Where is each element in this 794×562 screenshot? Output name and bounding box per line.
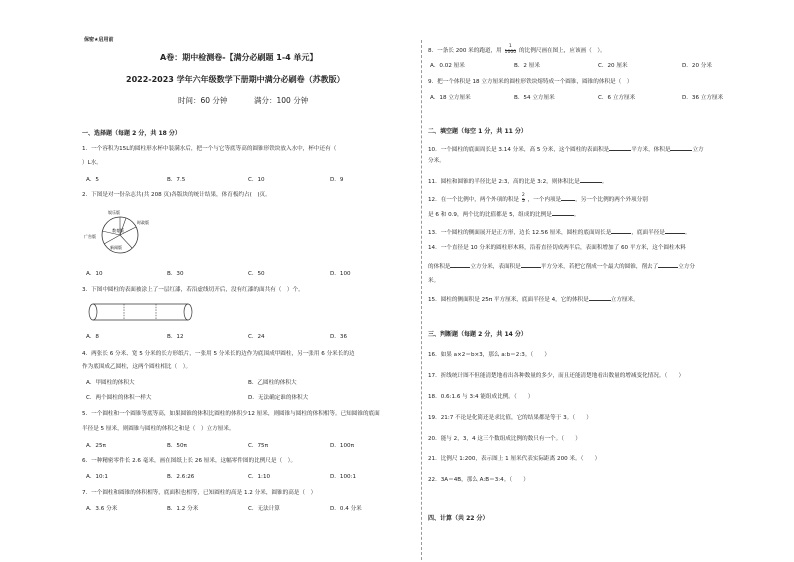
- question-12-text: 是 6 和 0.9，两个比的比值都是 5，组成的比例是: [428, 212, 552, 218]
- question-12: [428, 194, 648, 205]
- question-3-option-b: B．12: [167, 334, 184, 340]
- question-13-text: ，底面半径是: [631, 230, 665, 236]
- secret-mark: 保密★启用前: [84, 37, 114, 43]
- fraction: [505, 45, 517, 56]
- pie-label: 娱乐版: [108, 210, 120, 215]
- answer-blank[interactable]: [665, 228, 685, 234]
- question-14-line1: 14．一个直径是 10 分米的圆柱形木料，沿着直径切成两半后，表面积增加了 60 平方米，这个圆柱木料: [428, 245, 686, 251]
- question-6-option-a: A．10:1: [86, 474, 108, 480]
- question-5-line2: 半径是 5 厘米，则圆锥与圆柱的体积之和是（ ）立方厘米。: [82, 426, 235, 432]
- question-5-option-b: B．50π: [167, 443, 187, 449]
- question-14-text: 的体积是: [428, 264, 451, 270]
- answer-blank[interactable]: [561, 195, 575, 201]
- question-4-line2: 作为底围成乙圆柱，这两个圆柱相比（ ）。: [82, 364, 192, 370]
- cylinder-figure: [88, 302, 198, 322]
- question-10: [428, 145, 704, 154]
- section-title-choice: 一、选择题（每题 2 分，共 18 分）: [82, 130, 181, 137]
- answer-blank[interactable]: [552, 210, 574, 216]
- question-21: 21．比例尺 1:200，表示图上 1 厘米代表实际距离 200 米。（ ）: [428, 456, 601, 462]
- question-15-text: 立方厘米。: [610, 297, 639, 303]
- question-17: 17．折线统计图不但能清楚地看出各种数量的多少，而且还能清楚地看出数量的增减变化情况。（ ）: [428, 373, 685, 379]
- cylinder-end: [184, 304, 192, 320]
- answer-blank[interactable]: [611, 228, 631, 234]
- question-9-option-d: D．36 立方厘米: [682, 95, 724, 101]
- question-12-text: ，另一个比例的两个外项分别: [575, 196, 648, 203]
- question-14-line3: 米。: [428, 278, 440, 284]
- fraction: [522, 194, 525, 205]
- question-1-option-b: B．7.5: [167, 177, 186, 183]
- section-title-fill: 二、填空题（每空 1 分，共 11 分）: [428, 128, 527, 135]
- question-22: 22．3A＝4B，那么 A:B＝3:4。（ ）: [428, 477, 529, 483]
- question-8-option-c: C．20 厘米: [598, 63, 628, 69]
- question-6-option-d: D．100:1: [330, 474, 357, 480]
- question-14-text: 平方分米，若把它削成一个最大的圆锥，削去了: [540, 264, 659, 270]
- answer-blank[interactable]: [450, 262, 470, 268]
- answer-blank[interactable]: [580, 177, 602, 183]
- question-13: [428, 228, 691, 237]
- question-3-option-d: D．36: [330, 334, 348, 340]
- question-12-text: 。: [573, 212, 580, 218]
- answer-blank[interactable]: [609, 145, 631, 151]
- question-14-text: 立方分米，表面积是: [470, 264, 521, 270]
- exam-time: 时间：60 分钟: [178, 96, 228, 105]
- fraction-denominator: 5: [521, 199, 525, 205]
- exam-subtitle: 2022-2023 学年六年级数学下册期中满分必刷卷（苏教版）: [126, 75, 345, 84]
- question-7-option-b: B．1.2 分米: [167, 506, 199, 512]
- question-2-option-a: A．10: [86, 271, 103, 277]
- question-10-line2: 分米。: [428, 158, 445, 164]
- question-4-option-b: B．乙圆柱的体积大: [248, 380, 297, 386]
- question-18: 18．0.6:1.6 与 3:4 能组成比例。（ ）: [428, 394, 534, 400]
- question-11-text: 。: [601, 179, 608, 185]
- question-6-option-c: C．1:10: [248, 474, 271, 480]
- question-2-option-c: C．50: [248, 271, 265, 277]
- pie-label: 时政版: [137, 220, 149, 225]
- question-14-text: 立方分: [678, 264, 696, 270]
- question-2-option-b: B．30: [167, 271, 184, 277]
- section-title-judge: 三、判断题（每题 2 分，共 14 分）: [428, 331, 527, 338]
- answer-blank[interactable]: [521, 262, 541, 268]
- question-12-text: 12．在一个比例中，两个外项的积是: [428, 196, 520, 203]
- question-5-option-a: A．25π: [86, 443, 106, 449]
- question-10-text: 平方米，体积是: [631, 147, 671, 153]
- section-title-calc: 四、计算（共 22 分）: [428, 515, 489, 522]
- pie-label: 广告版: [84, 234, 96, 239]
- question-13-text: 13．一个圆柱的侧面展开是正方形，边长 12.56 厘米，圆柱的底面周长是: [428, 230, 612, 236]
- question-4-option-a: A．甲圆柱的体积大: [86, 380, 135, 386]
- question-9-option-b: B．54 立方厘米: [514, 95, 555, 101]
- question-7-option-d: D．0.4 分米: [330, 506, 362, 512]
- question-1-option-c: C．10: [248, 177, 265, 183]
- question-8-text: 8．一条长 200 米的跑道，用: [428, 47, 502, 54]
- question-11-text: 11．圆柱和圆锥的半径比是 2:3，高的比是 3:2，则体积比是: [428, 179, 580, 185]
- question-5-option-d: D．100π: [330, 443, 354, 449]
- question-3: 3．下图中圆柱的表面被涂上了一层红漆，若沿虚线切开后，没有红漆的面共有（ ）个。: [82, 287, 304, 293]
- question-20: 20．能与 2，3，4 这三个数组成比例的数只有一个。（ ）: [428, 436, 581, 442]
- pie-divider: [104, 235, 120, 244]
- question-9-option-a: A．18 立方厘米: [430, 95, 471, 101]
- question-13-text: 。: [684, 230, 691, 236]
- question-5-line1: 5．一个圆柱和一个圆锥等底等高，如果圆锥的体积比圆柱的体积少12 厘米，则圆锥与圆柱的体积相等。已知圆锥的底面: [82, 411, 380, 417]
- question-8: [428, 45, 606, 56]
- question-6-option-b: B．2.6:26: [167, 474, 195, 480]
- answer-blank[interactable]: [658, 262, 678, 268]
- question-6: 6．一种精密零件长 2.6 毫米，画在图纸上长 26 厘米，这幅零件图的比例尺是（ ）。: [82, 458, 297, 464]
- question-7-option-c: C．无法计算: [248, 506, 280, 512]
- question-8-option-d: D．20 分米: [682, 63, 712, 69]
- question-7-option-a: A．3.6 分米: [86, 506, 118, 512]
- question-8-text-end: 的比例尺画在图上，应该画（ ）。: [519, 47, 606, 54]
- question-3-option-a: A．8: [86, 334, 99, 340]
- question-10-text: 10．一个圆柱的底面周长是 3.14 分米，高 5 分米，这个圆柱的表面积是: [428, 147, 610, 153]
- pie-chart: [84, 205, 150, 260]
- question-15: [428, 295, 639, 304]
- question-1-line1: 1．一个容积为15L的圆柱形水杯中装满水后，把一个与它等底等高的圆锥形铁块放入水中，杯中还有（: [82, 146, 337, 152]
- answer-blank[interactable]: [670, 145, 692, 151]
- question-9-option-c: C．6 立方厘米: [598, 95, 636, 101]
- question-5-option-c: C．75π: [248, 443, 268, 449]
- question-1-option-d: D．9: [330, 177, 344, 183]
- question-12-text: ，一个内项是: [527, 196, 562, 203]
- cylinder-end: [89, 304, 97, 320]
- exam-score: 满分：100 分钟: [254, 96, 309, 105]
- question-12-line2: [428, 210, 579, 219]
- fraction-denominator: 1000: [504, 50, 517, 56]
- question-9: 9．把一个体积是 18 立方厘米的圆柱形铁块熔铸成一个圆锥，圆锥的体积是（ ）: [428, 79, 633, 85]
- fraction-numerator: 2: [521, 193, 525, 198]
- question-1-option-a: A．5: [86, 177, 99, 183]
- question-2: 2．下图是对一份杂志共(共 208 页)各版块的统计结果，体育板约占( )页。: [82, 192, 271, 198]
- question-16: 16．如果 a×2＝b×3，那么 a:b＝2:3。（ ）: [428, 352, 550, 358]
- answer-blank[interactable]: [589, 295, 611, 301]
- question-14-line2: [428, 262, 695, 271]
- question-3-option-c: C．24: [248, 334, 265, 340]
- column-divider: [421, 40, 422, 560]
- question-2-option-d: D．100: [330, 271, 351, 277]
- question-8-option-a: A．0.02 厘米: [430, 63, 465, 69]
- question-4-option-d: D．无法确定谁的体积大: [248, 395, 309, 401]
- pie-label: 教育版: [112, 228, 124, 233]
- question-10-text: 立方: [692, 147, 704, 153]
- question-7: 7．一个圆柱和圆锥的体积相等，底面积也相等，已知圆柱的高是 1.2 分米，圆锥的高是（ ）: [82, 490, 317, 496]
- pie-label: 新闻版: [110, 245, 122, 250]
- question-19: 19．21:7 不论是化简还是求比值，它的结果都是等于 3。（ ）: [428, 415, 592, 421]
- fraction-numerator: 1: [508, 44, 512, 49]
- question-1-line2: ）L水。: [82, 160, 102, 166]
- question-4-line1: 4．两张长 6 分米、宽 5 分米的长方形纸片，一张用 5 分米长的边作为底围成甲圆柱，另一张用 6 分米长的边: [82, 351, 355, 357]
- question-15-text: 15．圆柱的侧面积是 25π 平方厘米，底面半径是 4，它的体积是: [428, 297, 589, 303]
- exam-title: A卷：期中检测卷-【满分必刷题 1-4 单元】: [160, 53, 318, 62]
- question-8-option-b: B．2 厘米: [514, 63, 540, 69]
- question-4-option-c: C．两个圆柱的体积一样大: [86, 395, 152, 401]
- question-11: [428, 177, 607, 186]
